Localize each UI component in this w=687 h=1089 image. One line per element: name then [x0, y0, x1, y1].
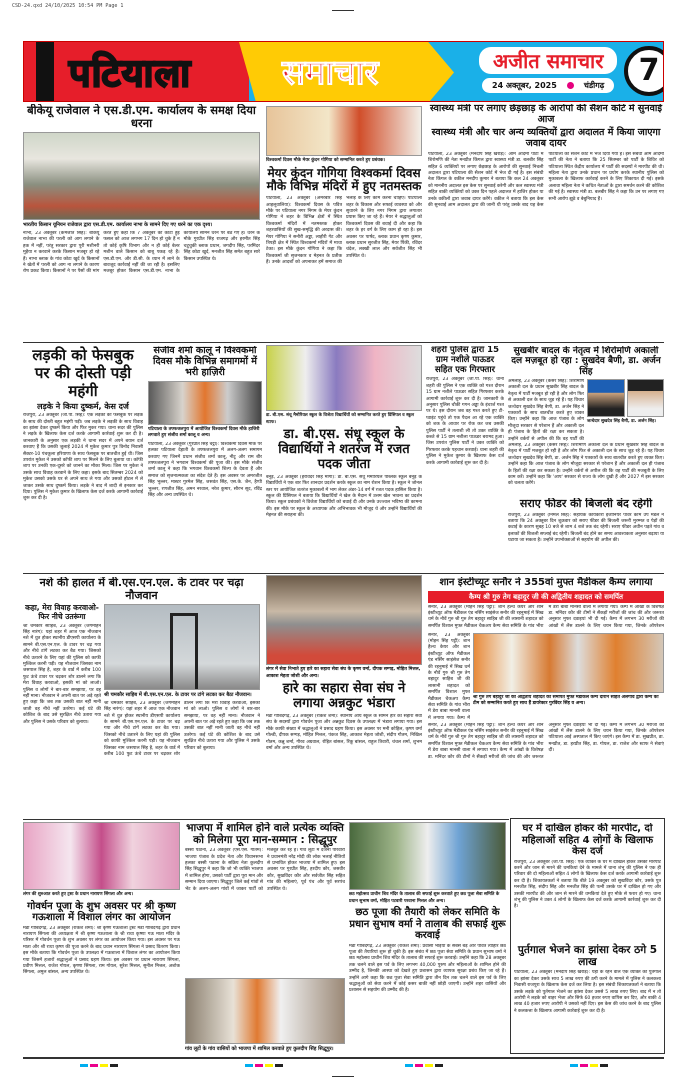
headline: शहरी पुलिस द्वारा 15 ग्राम नशीले पाऊडर सहित एक गिरफ्तार	[431, 346, 499, 375]
subheadline: कहा, मेरा विवाह करवाओ-फिर नीचे उतरूंगा	[25, 603, 99, 621]
photo-group	[473, 633, 664, 721]
article-top-row	[508, 379, 664, 441]
page-number: 7	[624, 46, 664, 96]
headline: भाजपा में शामिल होने वाले प्रत्येक व्यक्ति को मिलेगा पूरा मान-सम्मान : सिद्धूपुर	[186, 822, 344, 847]
photo-pond-cleaning	[349, 822, 506, 890]
headline: घर में दाखिल होकर की मारपीट, दो महिलाओं सहित 4 लोगों के खिलाफ केस दर्ज	[521, 823, 654, 857]
article-body: राजपुरा, 23 अक्तूबर (जी.पी. सिंह): एक व्यक्ति के घर में दाखिल होकर उसकी मारपीट करने और जान से मारने की धमकियां देने के मामले में थाना शंभू की पुलिस ने एक ही परिवार की दो महिलाओं सहित 4 लोगों के खिलाफ केस दर्ज करके आगामी कार्रवाई शुरू कर दी है। शिकायतकर्ता ने बताया कि बीते 19 अक्तूबर को सुखविंदर कौर, उसके पुत्र मनजीत सिंह, संदीप सिंह और मनजीत सिंह की पत्नी उसके घर में दाखिल हो गए और उसकी मारपीट की और जान से मारने की धमकियां देते हुए मौके से फरार हो गए। थाना शंभू की पुलिस ने उक्त 4 लोगों के खिलाफ केस दर्ज करके आगामी कार्रवाई शुरू कर दी है।	[514, 859, 661, 910]
article-body: मंडी गोबिंदगढ़, 23 अक्तूबर (राकेश शर्मा): स्थानीय आर्य स्कूल के सामने हारे का सहारा सेवा संघ के सदस्यों द्वारा गोवर्धन पूजा और अन्नकुट दिवस के उपलक्ष्य में भंडारा लगाया गया। इस मौके काफी संख्या में श्रद्धालुओं ने प्रसाद ग्रहण किया। इस अवसर पर मनी कोहिल, कृष्ण वर्मा गोल्डी, दीपक सग्गड़, मोहित मित्तल, पंकज सिंह, आकाश मेहता जोशी, संदीप गौतम, निखिल गौतम, कन्नु शर्मा, गौरव अग्रवाल, रोहित बांसल, रिंकू बांसल, राहुल तिवारी, चंचल शर्मा, शुभम वर्मा और अन्य उपस्थित थे।	[266, 713, 422, 751]
photo-vishwakarma	[148, 381, 262, 425]
color-bar	[570, 1064, 608, 1067]
photo-group	[587, 379, 664, 441]
headline: संजीव शर्मा कालू ने विश्वकर्मा दिवस मौके विभिन्न समागमों में भरी हाज़िरी	[153, 346, 257, 378]
article-police-arrest	[426, 346, 504, 570]
bullet-icon	[567, 82, 574, 89]
photo-medical-camp	[473, 633, 664, 693]
tower-icon	[170, 613, 198, 690]
article-gaushala	[23, 822, 180, 1052]
headline: स्वास्थ्य मंत्री पर लगाए छेड़छाड़ के आरोपों की सैशन कोर्ट में सुनवाई आज	[429, 104, 663, 125]
article-body: राजपुरा, 23 अक्तूबर (जी.पी. सिंह): थाना शहरी की पुलिस ने एक व्यक्ति को गश्त दौरान 15 ग्राम नशीले पाऊडर सहित गिरफ्तार करके आगामी कार्रवाई शुरू कर दी है। जानकारी के अनुसार पुलिस चौकी गगन अड्डा के इंचार्ज गश्त पर थे। इस दौरान जब वह गश्त करते हुए टी-प्वाइंट पहुंचे तो एक पैदल आ रहे एक व्यक्ति को शक के आधार पर रोक कर जब उसकी पुलिस पार्टी ने तलाशी ली तो उक्त व्यक्ति के कब्जे से 15 ग्राम नशीला पाऊडर बरामद हुआ। जिस उपरांत पुलिस पार्टी ने उक्त व्यक्ति को गिरफ्तार करके पहचान करवाई। थाना शहरी की पुलिस ने मुकेश कुमार के खिलाफ केस दर्ज करके आगामी कार्रवाई शुरू कर दी है।	[426, 377, 504, 466]
article-body: नाभा, 23 अक्तूबर (कर्मजीत सिंह): बीकेयू राजेवाल नाभा की परली को आग लगाने के हक में नहीं, परंतु सरकार द्वारा पूरी मशीनरी मुहैया न करवाने करके किसान मजबूर हो रहे हैं। नाभा ब्लाक के गांव कोटा खुर्द के किसानों ने खेतों में परली को आग ना लगाने के कारण रोष प्रकट किया। किसानों ने पर पैसों की मांग करते हुए कहा कि 7 अक्तूबर को काटी हुई फसल को आज लगभग 17 दिन हो चुके हैं न तो कोई कृषि विभाग और न ही कोई बेलर मशीन वाले किसान को बाबू पकड़ रहे हैं। एस.डी.एम. और डी.सी. के ध्यान में लाने के बावजूद कार्रवाई नहीं की जा रही है। इसलिए मजबूर होकर किसान एस.डी.एम. नाभा के कार्यालय सामने धरने पर बैठ गए हैं। धरने के मौके गुरप्रीत सिंह राजगढ़ और हरमीत सिंह चटुचुकी ब्लाक प्रधान, जगदीप सिंह, परमिंदर सिंह कोटा खुर्द, मनजीत सिंह समेत बहुत सारे किसान उपस्थित थे।	[23, 230, 260, 275]
article-facebook	[23, 346, 143, 570]
color-bar	[80, 1064, 118, 1067]
photo-caption: श्री गुरु तेग बहादुर जी की अद्वितीय शहादत को समर्पित मुफ्त मैडीकल कैम्प दौरान सहित अलगाव द्वारा कैम्प की टीम को सम्मानित करते हुए साथ हैं डायरेक्टर गुरविंदर सिंह व अन्य।	[473, 694, 659, 706]
headline: नशे की हालत में बी.एस.एन.एल. के टावर पर चढ़ा नौजवान	[39, 577, 244, 602]
headline: लड़की को फेसबुक पर की दोस्ती पड़ी महंगी	[32, 346, 134, 400]
article-body-continued: सनौर, 23 अक्तूबर (मोहन सिंह पट्टी): शान हैल्थ केयर और शान इंस्टीच्यूट ऑफ मैडीकल एंड नर्सिंग साइंसेज सनौर की रहनुमाई में सिख धर्म के नौवें गुरु श्री गुरु तेग बहादुर साहिब जी की लासानी शहादत को समर्पित विशाल मुफ्त मैडीकल चैकअप कैम्प सेवा समिति के गांव भीरा में डेरा बाबा मानसी वाला में लगाया गया। कैम्प में	[428, 632, 470, 721]
article-body-continued: सनौर, 23 अक्तूबर (मोहन सिंह पट्टी): शान हैल्थ केयर और शान इंस्टीच्यूट ऑफ मैडीकल एंड नर्सिंग साइंसेज सनौर की रहनुमाई में सिख धर्म के नौवें गुरु श्री गुरु तेग बहादुर साहिब जी की लासानी शहादत को समर्पित विशाल मुफ्त मैडीकल चैकअप कैम्प सेवा समिति के गांव भीरा में डेरा बाबा मानसी वाला में लगाया गया। कैम्प में आंखों के विशेषज्ञ डा. मनिंदर कौर की टीमों ने सैंकड़ों मरीजों की जांच की और जरूरत अनुसार मुफ्त दवाइयां भी दी गईं। कैम्प में लगभग 30 मरीजों की आंखों में लैंस डालने के लिए चयन किया गया, जिनके ऑपरेशन पटियाला आई अस्पताल में किए जाएंगे। इस कैम्प में डा. सुखप्रीत, डा. मनप्रीत, डा. हरप्रीत सिंह, डा. गोयल, डा. राजेश और स्टाफ ने सेवाएं दीं।	[428, 722, 664, 760]
article-body: राजपुरा, 23 अक्तूबर (निर्मल सिंह): सहायक कार्यकारी इंजीनियर पावर कॉम उप मंडल ने बताया कि 24 अक्तूबर दिन शुक्रवार को सराए फीडर की बिजली जरूरी मुरम्मत व पेड़ों की कटाई के कारण सुबह 10 बजे से शाम 4 बजे तक बंद रहेगी। सराए फीडर अधीन पड़ते गांव व इलाकों की बिजली सप्लाई बंद रहेगी। बिजली बंद होने का समय आवश्यकता अनुसार बढ़ाया या घटाया जा सकता है। उन्होंने उपभोक्ताओं से सहयोग की अपील की।	[508, 512, 664, 544]
article-row	[23, 604, 260, 818]
color-bar	[245, 1064, 283, 1067]
article-body: पटियाला, 23 अक्तूबर (गुरप्रीत सिंह चट्ठा): विश्वकर्मा दिवस मौके पर हलका पटियाला देहाती के तफ्फजलपुरा में अलग-अलग समागम करवाए गए जिनमें प्रधान संजीव शर्मा कालू, नीटू और राम बीर तफ्फजलपुरा ने भगवान विश्वकर्मा की पूजा की। इस मौके संजीव शर्मा कालू ने कहा कि भगवान विश्वकर्मा शिल्प के देवता हैं और समाज को सृजनात्मकता का संदेश देते हैं। इस अवसर पर अमरजीत सिंह भुल्लर, मास्टर गुरमेल सिंह, जसवंत सिंह, एस.के. जैन, हैप्पी भुल्लर, रणजीत सिंह, अमन नरवाल, नरेश कुमार, सौरभ सूद, रविंद्र सिंह और अन्य उपस्थित थे।	[148, 441, 262, 499]
article-chhath	[349, 822, 506, 1052]
photo-caption: श्री चमकौर साहिब में बी.एस.एन.एल. के टावर पर टांगे लटका कर बैठा नौजवान।	[104, 692, 252, 699]
article-mayor	[266, 106, 422, 341]
headline: मेयर कुंदन गोगिया विश्वकर्मा दिवस मौके विभिन्न मंदिरों में हुए नतमस्तक	[266, 165, 422, 194]
article-school-chess	[266, 345, 422, 570]
subheadline: लड़के ने किया दुष्कर्म, केस दर्ज	[37, 402, 129, 411]
photo-bjp-joining	[185, 978, 345, 1044]
photo-caption: जत्थेदार सुखदेव सिंह बैणी, डा. अर्जन सिंह।	[587, 419, 656, 425]
divider	[23, 342, 664, 343]
photo-mayor	[266, 106, 422, 156]
article-sanjeev-sharma	[148, 346, 262, 570]
article-bhandara	[266, 575, 422, 818]
chevron-left-icon	[36, 42, 54, 102]
article-farmers-dharna	[23, 104, 260, 341]
article-row	[428, 633, 664, 721]
footer-rule	[23, 1057, 664, 1059]
headline: हारे का सहारा सेवा संघ ने लगाया अन्नकुट भंडारा	[282, 681, 406, 711]
article-body-continued: अमलोह, 23 अक्तूबर (केसर सिंह): शिरोमणि अकाली दल के प्रधान सुखबीर सिंह बादल के नेतृत्व में पार्टी मजबूत हो रही है और लोग फिर से अकाली दल के साथ जुड़ रहे हैं। यह विचार जत्थेदार सुखदेव सिंह बैणी, डा. अर्जन सिंह ने पत्रकारों के साथ बातचीत करते हुए व्यक्त किए। उन्होंने कहा कि आज पंजाब के लोग मौजूदा सरकार से परेशान हैं और अकाली दल ही पंजाब के हितों की रक्षा कर सकता है। उन्होंने वर्करों से अपील की कि वह पार्टी की मजबूती के लिए काम करें। उन्होंने कहा कि 'आप' सरकार से राज्य के लोग दुखी हैं और 2027 में इस सरकार को चलता करेंगे।	[508, 443, 664, 487]
article-bjp	[185, 822, 345, 1052]
city: चंडीगढ़	[583, 81, 605, 90]
article-body: राजपुरा, 23 अक्तूबर (जी.पी. सिंह): एक लड़की को फेसबुक पर लड़के के साथ की दोस्ती बहुत महंगी पड़ी। जब लड़के ने लड़की के साथ विवाह का झांसा देकर दुष्कर्म किया और फिर मुकर गया। थाना सदर की पुलिस ने लड़के के खिलाफ केस दर्ज करके आगामी कार्रवाई शुरू कर दी है। जानकारी के अनुसार एक लड़की ने थाना सदर में अपने बयान दर्ज करवाए हैं कि उसकी जुलाई 2024 में मुकेश कुमार पुत्र विनोद निवासी सैक्टर-10 पंचकूला हरियाणा के साथ फेसबुक पर बातचीत हुई थी। जिस उपरांत मुकेश ने उसको कॉफी शाप पर मिलने के लिए बुलाया था। कॉफी शाप पर उनकी एक-दूसरे को जानने का मौका मिला। जिस पर मुकेश ने उसके साथ विवाह करवाने के लिए कहा। इसके बाद सितम्बर 2024 को मुकेश उसको उसके घर से अपने साथ ले गया और उसको होटल में ले जाकर उसके साथ दुष्कर्म किया। लड़के ने बाद में शादी से इनकार कर दिया। पुलिस ने मुकेश कुमार के खिलाफ केस दर्ज करके आगामी कार्रवाई शुरू कर दी है।	[23, 413, 143, 502]
registration-mark	[332, 10, 354, 11]
registration-mark	[332, 1076, 354, 1077]
article-akali-dal	[508, 346, 664, 496]
headline: सराए फीडर की बिजली बंद रहेगी	[519, 498, 653, 510]
article-feeder	[508, 498, 664, 570]
article-body: पटियाला, 23 अक्तूबर (मनदीप सिंह खरौड़): यहां के रहने वाले एक व्यक्ति को पुर्तगाल का झांसा देकर उसके साथ 5 लाख रुपए की ठगी करने के मामले में पुलिस ने कलकत्ता निवासी राजपुरा के खिलाफ केस दर्ज कर लिया है। इस संबंधी शिकायतकर्ता ने बताया कि उसके लड़के को पुर्तगाल भेजने का झांसा देकर उससे 5 लाख रुपए लिए। बाद में न तो आरोपी ने लड़के को बाहर भेजा और सिर्फ 60 हजार रुपए वापिस कर दिए, और बाकी 4 लाख 40 हजार रुपए आरोपी ने उसको नहीं दिए। इस केस की जांच करने के बाद पुलिस ने कलकत्ता के खिलाफ आगामी कार्रवाई शुरू कर दी है।	[514, 970, 661, 1014]
headline: पुर्तगाल भेजने का झांसा देकर ठगे 5 लाख	[517, 944, 658, 969]
photo-caption: विश्वकर्मा दिवस मौके मेयर कुंदन गोगिया को सम्मानित करते हुए प्रबंधक।	[266, 158, 386, 163]
divider	[23, 819, 509, 820]
article-tower	[23, 577, 260, 818]
newspaper-name: अजीत समाचार	[479, 47, 617, 74]
headline: डा. बी.एस. संधू स्कूल के विद्यार्थियों ने शतरंज में रजत पदक जीता	[278, 427, 410, 472]
photo-caption: लंगर की शुरुआत करते हुए ट्रस्ट के प्रधान नारायण सिंगला और अन्य।	[23, 892, 133, 897]
headline: सुखबीर बादल के नेतृत्व में शिरोमणि अकाली दल मज़बूत हो रहा : सुखदेव बैणी, डा. अर्जन सिंह	[511, 346, 661, 377]
left-column	[23, 604, 101, 818]
article-body: अमलोह, 23 अक्तूबर (केसर सिंह): शिरोमणि अकाली दल के प्रधान सुखबीर सिंह बादल के नेतृत्व में पार्टी मजबूत हो रही है और लोग फिर से अकाली दल के साथ जुड़ रहे हैं। यह विचार जत्थेदार सुखदेव सिंह बैणी, डा. अर्जन सिंह ने पत्रकारों के साथ बातचीत करते हुए व्यक्त किए। उन्होंने कहा कि आज पंजाब के लोग मौजूदा सरकार से परेशान हैं और अकाली दल ही पंजाब के हितों की रक्षा कर सकता है। उन्होंने वर्करों से अपील की कि वह पार्टी की	[508, 379, 584, 442]
photo-caption: पटियाला के तफ्फजलपुरा में आयोजित विश्वकर्मा दिवस मौके हाजिरी लगवाते हुए संजीव शर्मा कालू व अन्य।	[148, 426, 260, 439]
divider	[23, 573, 664, 574]
article-medical-camp	[428, 577, 664, 818]
photo-caption: भारतीय किसान यूनियन राजेवाल द्वारा एस.डी.एम. कार्यालय नाभा के सामने दिए गए धरने का एक दृश्य।	[23, 222, 213, 229]
headline: शान इंस्टीच्यूट सनौर ने 355वां मुफ्त मैडीकल कैम्प लगाया	[439, 577, 653, 588]
print-slug: CSD-24.qxd 24/10/2025 10:54 PM Page 1	[12, 3, 124, 9]
article-body: सनौर, 23 अक्तूबर (मोहन सिंह पट्टी): शान हैल्थ केयर और शान इंस्टीच्यूट ऑफ मैडीकल एंड नर्सिंग साइंसेज सनौर की रहनुमाई में सिख धर्म के नौवें गुरु श्री गुरु तेग बहादुर साहिब जी की लासानी शहादत को समर्पित विशाल मुफ्त मैडीकल चैकअप कैम्प सेवा समिति के गांव भीरा में डेरा बाबा मानसी वाला में लगाया गया। कैम्प में आंखों के विशेषज्ञ डा. मनिंदर कौर की टीमों ने सैंकड़ों मरीजों की जांच की और जरूरत अनुसार मुफ्त दवाइयां भी दी गईं। कैम्प में लगभग 30 मरीजों की आंखों में लैंस डालने के लिए चयन किया गया, जिनके ऑपरेशन	[428, 604, 664, 629]
article-body: मंडी गोबिंदगढ़, 23 अक्तूबर (राकेश शर्मा): प्रवासी भाइयों के सबसे बड़े और पवित्र त्यौहार छठ पूजा की तैयारियां शुरू हो चुकी हैं। इस संबंध में छठ पूजा सेवा समिति के प्रधान सुभाष वर्मा ने छठ महोत्सव प्राचीन शिव मंदिर के तालाब की सफाई शुरू करवाई। उन्होंने कहा कि 28 अक्तूबर तक चलने वाले इस पर्व के लिए लगभग 40,000 पुरुष और महिलाओं के शामिल होने की उम्मीद है, जिनकी आस्था को देखते हुए प्रशासन द्वारा व्यापक सुरक्षा प्रबंध किए जा रहे हैं। उन्होंने आगे कहा कि छठ पूजा सेवा समिति द्वारा तीन दिन तक चलने वाले इस पर्व के लिए श्रद्धालुओं को सेवा करने में कोई कसर बाकी नहीं छोड़ी जाएगी। उन्होंने शहर वासियों और प्रशासन से सहयोग की उम्मीद की है।	[349, 943, 506, 994]
right-column	[104, 604, 260, 818]
photo-bhandara	[266, 575, 422, 665]
photo-school	[266, 345, 422, 411]
article-body: पटियाला, 23 अक्तूबर (अमरबीर सिंह आहलूवालिया): विश्वकर्मा दिवस के पवित्र मौके पर पटियाला नगर निगम के मेयर कुंदन गोगिया ने शहर के विभिन्न क्षेत्रों में स्थित विश्वकर्मा मंदिरों में नतमस्तक होकर शहरवासियों की सुख-समृद्धि की अरदास की। मेयर गोगिया ने सनौरी अड्डा, लाहौरी गेट और त्रिपड़ी क्षेत्र में स्थित विश्वकर्मा मंदिरों में माथा टेका। इस मौके कुंदन गोगिया ने कहा कि विश्वकर्मा जी सृजनकार व मेहनत के प्रतीक हैं। उनके आदर्शों को अपनाकर हमें समाज की भलाई के लिए काम करना चाहिए। पटियाला शहर के विकास और सफाई व्यवस्था को और सुधारने के लिए नगर निगम द्वारा लगातार प्रयास किए जा रहे हैं। मेयर ने श्रद्धालुओं को विश्वकर्मा दिवस की बधाई दी और कहा कि शहर के हर वर्ग के लिए काम हो रहा है। इस अवसर पर पार्षद, ब्लाक प्रधान कृष्ण कुमार, ब्लाक प्रधान सुरजीत सिंह, मेयर पिंकी, रविंदर चंदेल, लक्खी लाल और सर्वजीत सिंह भी उपस्थित थे।	[266, 196, 422, 266]
article-body: बनूड़, 23 अक्तूबर (हरविंदर सिंह मौंगी): डा. बी.एस. संधू मैमोरियल पब्लिक स्कूल बनूड़ के विद्यार्थियों ने एक बार फिर शानदार प्रदर्शन करके स्कूल का नाम रोशन किया है। स्कूल ने जोनल स्तर पर आयोजित शतरंज मुकाबलों में भाग लेकर अंडर-14 वर्ग में रजत पदक हासिल किया है। स्कूल की प्रिंसिपल ने बताया कि विद्यार्थियों ने खेल के मैदान में उत्तम खेल भावना का प्रदर्शन किया। स्कूल प्रबंधकों ने विजेता विद्यार्थियों को बधाई दी और उनके उज्ज्वल भविष्य की कामना की। इस मौके पर स्कूल के अध्यापक और अभिभावक भी मौजूद थे और उन्होंने विद्यार्थियों की मेहनत की सराहना की।	[266, 474, 422, 519]
article-body: मंडी गोबिंदगढ़, 23 अक्तूबर (राकेश शर्मा): श्री कृष्ण गऊशाला ट्रस्ट मंडी गोबिंदगढ़ द्वारा प्रधान नारायण सिंगला की अध्यक्षता में श्री कृष्ण गऊशाला के श्री राधा कृष्णा गऊ माता मंदिर के परिसर में गोवर्धन पूजा के शुभ अवसर पर लंगर का आयोजन किया गया। इस अवसर पर गऊ माता और श्री राधा कृष्ण की पूजा करने के बाद प्रधान नारायण सिंगला ने प्रसाद वितरण किया। इस मौके बताया कि गोवर्धन पूजा के उपलक्ष्य में गऊशाला में विशाल लंगर का आयोजन किया गया जिसमें हजारों श्रद्धालुओं ने प्रसाद ग्रहण किया। इस अवसर पर प्रधान नारायण सिंगला, प्रवीण मित्तल, राजेश गोयल, कृष्णा सिंगला, राम गोयल, सुरेश मित्तल, सुनील मित्तल, अशोक सिंगला, अमुल बांसल, अन्य उपस्थित थे।	[23, 925, 180, 976]
banner: कैम्प श्री गुरु तेग बहादुर जी की अद्वितीय शहादत को समर्पित	[428, 591, 664, 603]
article-body: बस्सी पठाना, 23 अक्तूबर (एस.एस. गौतम): भाजपा पंजाब के प्रदेश नेता और विधानसभा हलका बस्सी पठाना के सक्रिय नेता कुलदीप सिंह सिद्धूपुर ने कहा कि जो भी व्यक्ति भाजपा में शामिल होगा, उसको पार्टी द्वारा पूरा मान और सम्मान दिया जाएगा। सिद्धूपुर जिले कई गांवों से भेंट के अलग-अलग गांवों में जाकर पार्टी को मजबूत कर रहे हैं। गांव लूटों में दर्जनों परिवारों ने प्रधानमंत्री नरेंद्र मोदी की लोक भलाई नीतियों से प्रभावित होकर भाजपा में शामिल हुए। इस अवसर पर गुरप्रीत सिंह, हरदीप कौर, जसवीर कौर, सुखविंदर कौर और सर्वजीत सिंह सहित गांव की महिलाएं, पूर्व पंच और पूर्व सरपंच उपस्थित थे।	[185, 848, 345, 892]
photo-caption: डा. बी.एस. संधू मैमोरियल स्कूल के विजेता विद्यार्थियों को सम्मानित करते हुए प्रिंसिपल व स्कूल स्टाफ।	[266, 413, 414, 425]
photo-dharna	[23, 132, 260, 220]
photo-tower	[104, 604, 260, 690]
color-bar	[405, 1064, 443, 1067]
masthead	[23, 41, 664, 102]
section-title: पटियाला	[69, 51, 192, 95]
headline: छठ पूजा की तैयारी को लेकर समिति के प्रधान सुभाष वर्मा ने तालाब की सफाई शुरू करवाई	[349, 907, 506, 941]
photo-caption: छठ महोत्सव प्राचीन शिव मंदिर के तालाब की सफाई शुरू करवाते हुए छठ पूजा सेवा समिति के प्रधान सुभाष वर्मा, मोहित पटवारी परवाना मित्तल और अन्य।	[349, 892, 500, 904]
section-title-2: समाचार	[282, 53, 379, 93]
photo-caption: गांव लूटों के गांव वासियों को भाजपा में शामिल करवाते हुए कुलदीप सिंह सिद्धूपुर।	[185, 1045, 334, 1052]
dateline	[482, 78, 614, 93]
news-box-content	[514, 823, 661, 1050]
headline-2: स्वास्थ्य मंत्री और चार अन्य व्यक्तियों द्वारा अदालत में किया जाएगा जवाब दायर	[431, 126, 661, 149]
headline: गोवर्धन पूजा के शुभ अवसर पर श्री कृष्ण गऊशाला में विशाल लंगर का आयोजन	[27, 900, 176, 923]
date: 24 अक्तूबर, 2025	[492, 81, 557, 90]
photo-langar	[23, 822, 180, 890]
photo-sukhdev-baini	[587, 379, 625, 417]
article-body: पटियाला, 23 अक्तूबर (मनदीप सिंह खरौड़): आम आदमी पार्टी में शिरोमणि की नेता मनप्रीत किंगल द्वारा स्वास्थ्य मंत्री डा. बलबीर सिंह सहित 6 व्यक्तियों पर लगाए छेड़छाड़ के आरोपों की सुनवाई निचली अदालत द्वारा पटियाला की सैशन कोर्ट में भेज दी गई है। इस संबंधी नेता किंगल के वकील मनदीप कुमार ने बताया कि कल 24 अक्तूबर को माननीय अदालत इस केस पर सुनवाई करेगी और कल स्वास्थ्य मंत्री सहित बाकी व्यक्तियों को उक्त दिन पहले अदालत में हाजिर होकर या उनके वकीलों द्वारा जवाब दायर करेंगे। वकील ने बताया कि इस केस की सुनवाई आम अदालत द्वारा की जानी थी परंतु उसके बाद यह केस पटियाला की सैशन कोर्ट में भेज दिया गया है। इस संबंधी आम आदमी पार्टी की नेता ने बताया कि 25 सितम्बर को पार्टी के शिविर को पटियाला स्थित केंद्रीय कार्यालय में पार्टी की सदस्यों ने मारपीट की थी। महिला नेता द्वारा उनके प्रधान पर प्रयोग करके स्थानीय पुलिस को मुकाबला के खिलाफ कार्रवाई करने के लिए शिकायत दी गई। इसके अलावा महिला नेता ने कथित नेताओं के द्वारा समर्थन करने की कोशिश की गई है। स्वास्थ्य मंत्री डा. बलबीर सिंह ने कहा कि उन पर लगाए गए सभी आरोप झूठे व बेबुनियाद हैं।	[428, 151, 664, 208]
article-health-minister	[428, 104, 664, 341]
article-body-continued: श्री चमकौर साहिब, 23 अक्तूबर (जगमोहन सिंह नारंग): यहां शहर में आज एक नौजवान नशे में धुत होकर स्थानीय डीएसपी कार्यालय के सामने बी.एस.एन.एल. के टावर पर चढ़ गया और नीचे टांगें लटका कर बैठ गया। जिसको नीचे उतारने के लिए यहां की पुलिस को काफी मुश्किल करनी पड़ी। यह नौजवान जिसका नाम जसपाल सिंह है, शहर के वार्ड में करीब 100 फुट ऊंचे टावर पर चढ़कर शोर डालने लगा कि मेरा विवाह करवाओ, इसकी मां को लाओ। पुलिस व लोगों ने बार-बार समझाया, पर वह नहीं माना। नौजवान ने अपनी बात पर अड़े रहते हुए कहा कि जब तक उसकी बात नहीं मानी जाती वह नीचे नहीं उतरेगा। कई घंटे की कोशिश के बाद उसे सुरक्षित नीचे उतारा गया और पुलिस ने उसके परिवार को बुलाया।	[104, 700, 260, 758]
photo-arjan-singh	[627, 379, 665, 417]
photo-caption: लंगर में सेवा निभाते हुए हारे का सहारा सेवा संघ के कृष्ण वर्मा, दीपक सग्गड़, मोहित मित्तल, आकाश मेहता जोशी और अन्य।	[266, 667, 421, 679]
article-body: श्री चमकौर साहिब, 23 अक्तूबर (जगमोहन सिंह नारंग): यहां शहर में आज एक नौजवान नशे में धुत होकर स्थानीय डीएसपी कार्यालय के सामने बी.एस.एन.एल. के टावर पर चढ़ गया और नीचे टांगें लटका कर बैठ गया। जिसको नीचे उतारने के लिए यहां की पुलिस को काफी मुश्किल करनी पड़ी। यह नौजवान जिसका नाम जसपाल सिंह है, शहर के वार्ड में करीब 100 फुट ऊंचे टावर पर चढ़कर शोर डालने लगा कि मेरा विवाह करवाओ, इसकी मां को लाओ। पुलिस व लोगों ने बार-बार समझाया, पर वह नहीं माना। नौजवान ने अपनी बात पर अड़े रहते हुए कहा कि जब तक उसकी बात नहीं मानी जाती वह नीचे नहीं उतरेगा। कई घंटे की कोशिश के बाद उसे सुरक्षित नीचे उतारा गया और पुलिस ने उसके परिवार को बुलाया।	[23, 623, 101, 725]
photo-pair	[587, 379, 664, 417]
headline: बीकेयू राजेवाल ने एस.डी.एम. कार्यालय के समक्ष दिया धरना	[27, 104, 256, 131]
